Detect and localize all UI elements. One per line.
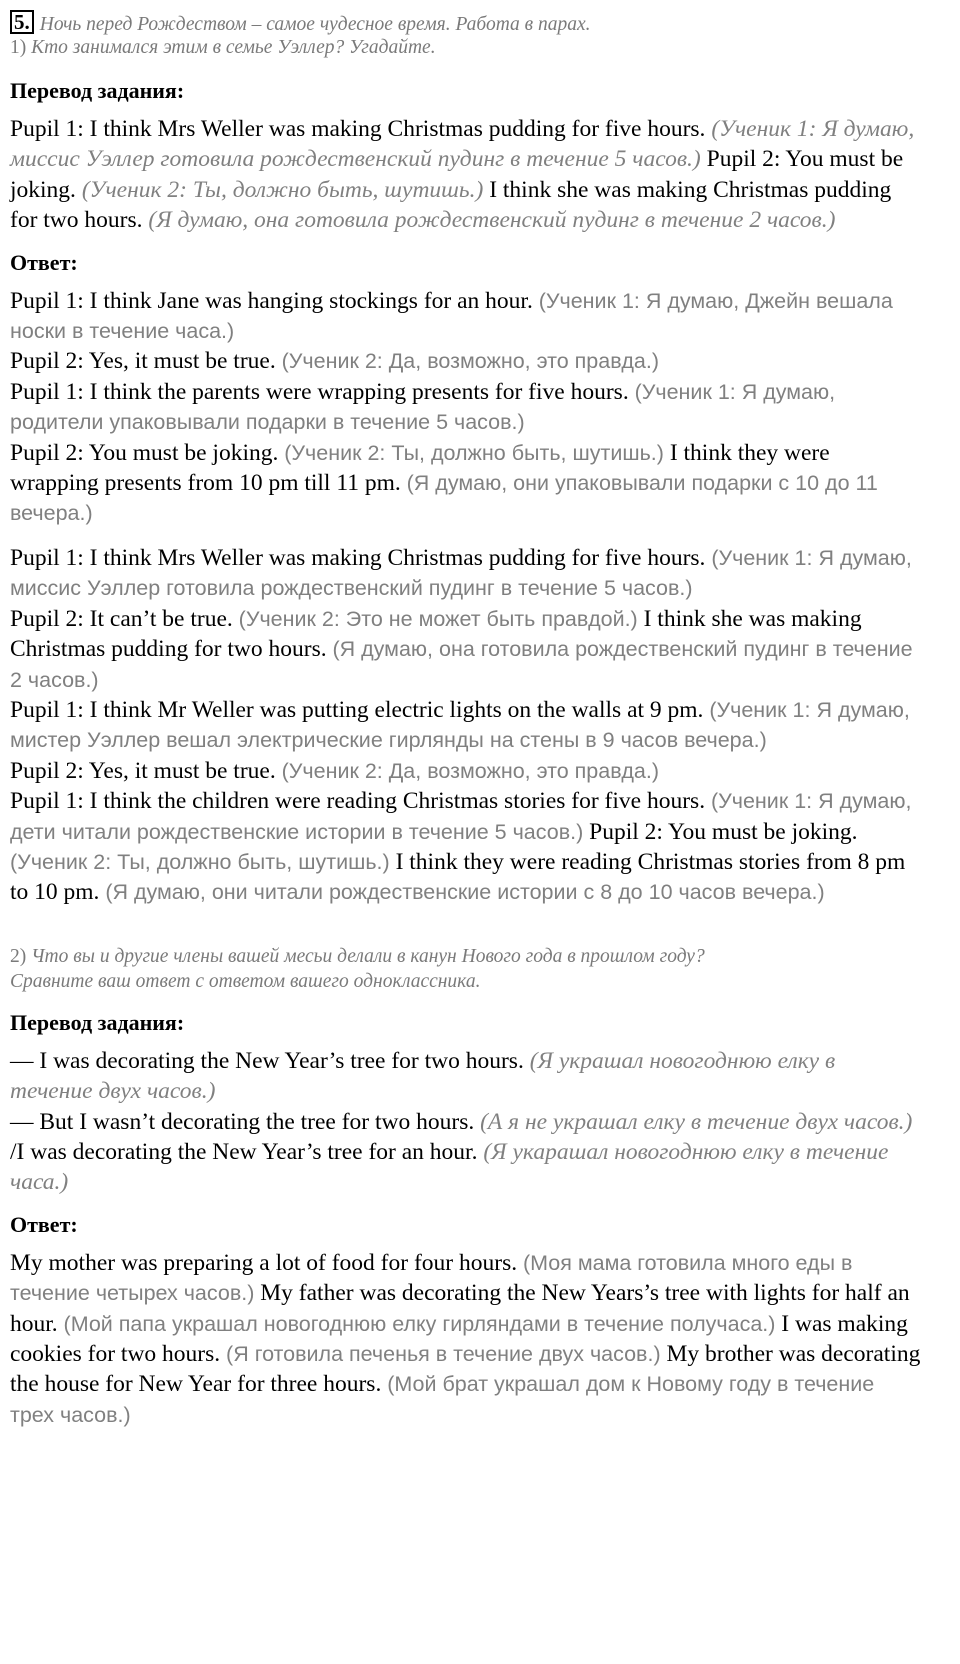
translation-paragraph-1 <box>10 114 922 236</box>
s2-english-3: Pupil 1: I think the parents were wrapping presents for five hours. <box>10 378 629 405</box>
task-part2-line-2 <box>10 969 922 994</box>
s5-russian-3: (Я готовила печенья в течение двух часов.) <box>226 1342 661 1366</box>
s3-russian-1: (Ученик 1: Я думаю, миссис Уэллер готовила рождественский пудинг в течение 5 часов.) <box>10 545 912 601</box>
task-part2-line-1 <box>10 944 922 969</box>
s2-russian-3: (Ученик 1: Я думаю, родители упаковывали подарки в течение 5 часов.) <box>10 379 836 435</box>
s2-russian-2: (Ученик 2: Да, возможно, это правда.) <box>281 349 660 374</box>
s2-russian-1: (Ученик 1: Я думаю, Джейн вешала носки в течение часа.) <box>10 288 893 344</box>
translation-paragraph-2 <box>10 1046 922 1198</box>
s4-english-3: /I was decorating the New Year’s tree for an hour. <box>10 1138 478 1165</box>
task-part2-text-2: Сравните ваш ответ с ответом вашего одноклассника. <box>10 970 481 992</box>
s4-russian-3: (Я укарашал новогоднюю елку в течение часа.) <box>10 1138 889 1196</box>
s3-russian-8: (Я думаю, они читали рождественские истории с 8 до 10 часов вечера.) <box>105 880 825 905</box>
s3-russian-3: (Я думаю, она готовила рождественский пудинг в течение 2 часов.) <box>10 637 913 692</box>
s3-english-6: Pupil 1: I think the children were reading Christmas stories for five hours. <box>10 788 706 815</box>
s3-russian-4: (Ученик 1: Я думаю, мистер Уэллер вешал электрические гирлянды на стены в 9 часов вечера.) <box>10 697 910 753</box>
answer-paragraph-3 <box>10 1248 922 1430</box>
task-part1-number: 1) <box>10 37 27 58</box>
task-part2-text-1: Что вы и другие члены вашей месьи делали в канун Нового года в прошлом году? <box>31 945 705 967</box>
s3-russian-7: (Ученик 2: Ты, должно быть, шутишь.) <box>10 849 390 874</box>
answer-heading-1: Ответ: <box>10 249 78 275</box>
s4-english-1: — I was decorating the New Year’s tree for two hours. <box>10 1047 524 1074</box>
task-number-box: 5. <box>10 10 34 34</box>
s3-english-3: I think she was making Christmas pudding for two hours. <box>10 605 862 663</box>
s2-russian-4: (Ученик 2: Ты, должно быть, шутишь.) <box>284 440 664 465</box>
s1-english-3: I think she was making Christmas pudding for two hours. <box>10 176 892 234</box>
s2-english-4: Pupil 2: You must be joking. <box>10 439 279 466</box>
translation-heading-2: Перевод задания: <box>10 1009 185 1035</box>
s5-russian-1: (Моя мама готовила много еды в течение четырех часов.) <box>10 1250 853 1306</box>
s3-english-4: Pupil 1: I think Mr Weller was putting electric lights on the walls at 9 pm. <box>10 696 704 723</box>
s4-english-2: — But I wasn’t decorating the tree for two hours. <box>10 1108 475 1135</box>
s1-russian-1: (Ученик 1: Я думаю, миссис Уэллер готовила рождественский пудинг в течение 5 часов.) <box>10 116 915 173</box>
s2-english-1: Pupil 1: I think Jane was hanging stockings for an hour. <box>10 287 533 314</box>
s1-russian-2: (Ученик 2: Ты, должно быть, шутишь.) <box>81 176 484 203</box>
s3-english-7: Pupil 2: You must be joking. <box>589 818 858 845</box>
s3-english-8: I think they were reading Christmas stories from 8 pm to 10 pm. <box>10 848 906 906</box>
s4-russian-1: (Я украшал новогоднюю елку в течение двух часов.) <box>10 1047 836 1105</box>
s3-russian-2: (Ученик 2: Это не может быть правдой.) <box>238 606 638 631</box>
s2-russian-5: (Я думаю, они упаковывали подарки с 10 до 11 вечера.) <box>10 471 878 526</box>
s3-english-2: Pupil 2: It can’t be true. <box>10 605 233 632</box>
task-title-line <box>10 10 922 36</box>
task-part1-text: Кто занимался этим в семье Уэллер? Угадайте. <box>31 37 436 58</box>
s1-english-1: Pupil 1: I think Mrs Weller was making Christmas pudding for five hours. <box>10 116 706 142</box>
task-title: Ночь перед Рождеством – самое чудесное время. Работа в парах. <box>39 14 591 35</box>
s3-russian-5: (Ученик 2: Да, возможно, это правда.) <box>281 758 660 783</box>
s5-russian-4: (Мой брат украшал дом к Новому году в течение трех часов.) <box>10 1372 875 1427</box>
task-part1-line <box>10 35 922 60</box>
s1-russian-3: (Я думаю, она готовила рождественский пудинг в течение 2 часов.) <box>148 207 836 234</box>
s3-english-1: Pupil 1: I think Mrs Weller was making Christmas pudding for five hours. <box>10 544 706 571</box>
s5-english-3: I was making cookies for two hours. <box>10 1310 908 1367</box>
s5-english-2: My father was decorating the New Years’s tree with lights for half an hour. <box>10 1280 910 1337</box>
answer-heading-2: Ответ: <box>10 1211 78 1237</box>
s3-english-5: Pupil 2: Yes, it must be true. <box>10 757 276 784</box>
s5-russian-2: (Мой папа украшал новогоднюю елку гирляндами в течение получаса.) <box>63 1311 776 1336</box>
s2-english-2: Pupil 2: Yes, it must be true. <box>10 348 276 375</box>
translation-heading-1: Перевод задания: <box>10 78 185 103</box>
s3-russian-6: (Ученик 1: Я думаю, дети читали рождественские истории в течение 5 часов.) <box>10 789 912 844</box>
s1-english-2: Pupil 2: You must be joking. <box>10 146 904 203</box>
task-part2-number: 2) <box>10 945 27 967</box>
answer-paragraph-1 <box>10 286 922 529</box>
s5-english-4: My brother was decorating the house for New Year for three hours. <box>10 1341 921 1398</box>
s4-russian-2: (А я не украшал елку в течение двух часов.) <box>480 1108 913 1135</box>
s2-english-5: I think they were wrapping presents from 10 pm till 11 pm. <box>10 439 830 497</box>
s5-english-1: My mother was preparing a lot of food for four hours. <box>10 1249 518 1276</box>
answer-paragraph-2 <box>10 543 922 908</box>
